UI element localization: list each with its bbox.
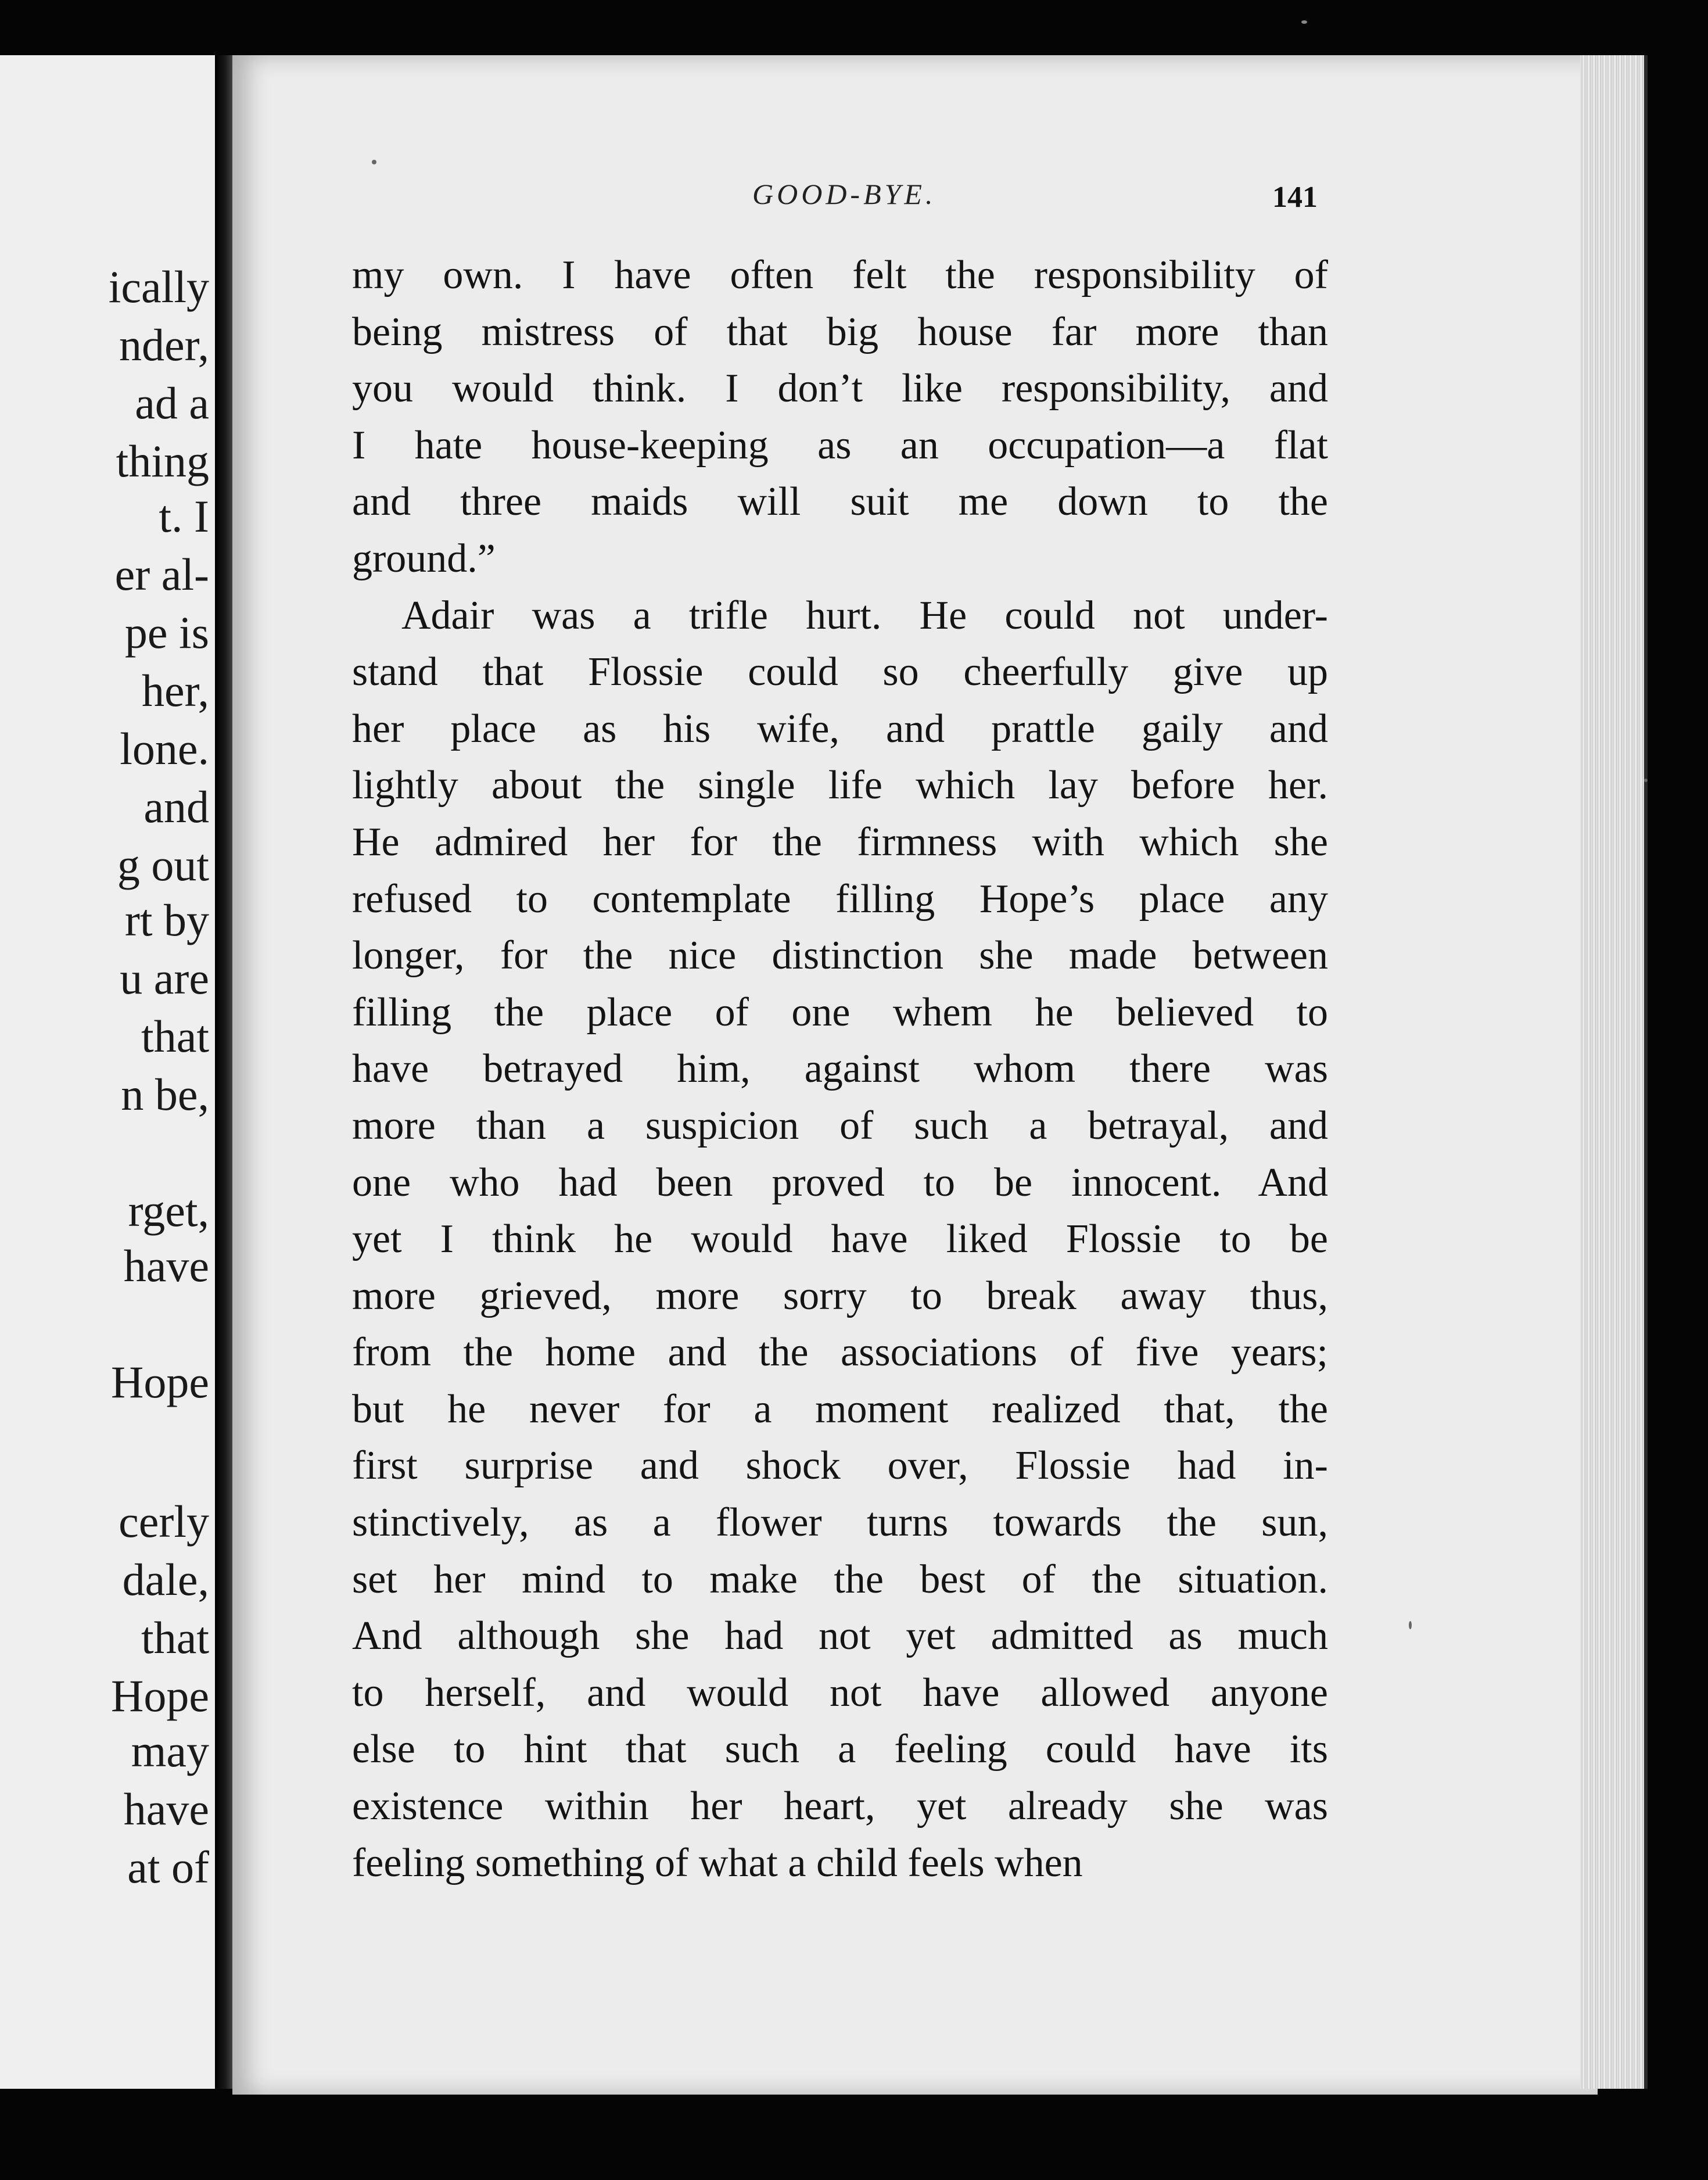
text-line: more than a suspicion of such a betrayal, and <box>352 1103 1328 1148</box>
text-line: set her mind to make the best of the situation. <box>352 1557 1328 1602</box>
text-line: yet I think he would have liked Flossie to be <box>352 1217 1328 1262</box>
left-facing-page <box>0 55 232 2089</box>
text-line: being mistress of that big house far more than <box>352 309 1328 354</box>
running-head: GOOD-BYE. <box>752 178 936 210</box>
dust-speck <box>1409 1621 1412 1629</box>
text-line: from the home and the associations of five years; <box>352 1330 1328 1375</box>
left-page-line: pe is <box>124 607 209 658</box>
left-page-line: have <box>123 1784 209 1834</box>
text-line: lightly about the single life which lay before her. <box>352 763 1328 808</box>
text-line: my own. I have often felt the responsibility of <box>352 253 1328 297</box>
text-line: her place as his wife, and prattle gaily and <box>352 706 1328 751</box>
dust-speck <box>1644 779 1648 782</box>
dust-speck <box>1301 20 1307 24</box>
left-page-line: thing <box>116 436 209 486</box>
dust-speck <box>372 160 376 164</box>
left-page-line: at of <box>127 1842 209 1892</box>
left-page-line: t. I <box>159 491 209 542</box>
text-line: Adair was a trifle hurt. He could not under- <box>401 593 1328 638</box>
left-page-line: that <box>141 1612 209 1663</box>
text-line: you would think. I don’t like responsibility, and <box>352 366 1328 411</box>
left-page-line: nder, <box>119 320 209 370</box>
left-page-line: Hope <box>111 1357 209 1407</box>
text-line: I hate house-keeping as an occupation—a flat <box>352 422 1328 468</box>
text-line: ground.” <box>352 536 496 581</box>
body-text <box>352 247 1328 1891</box>
text-line: to herself, and would not have allowed anyone <box>352 1670 1328 1715</box>
text-line: stand that Flossie could so cheerfully give up <box>352 650 1328 695</box>
text-line: existence within her heart, yet already she was <box>352 1784 1328 1829</box>
text-line: more grieved, more sorry to break away thus, <box>352 1273 1328 1318</box>
left-page-line: Hope <box>111 1670 209 1721</box>
left-page-line: u are <box>120 953 209 1003</box>
left-page-line: rt by <box>124 895 209 945</box>
text-line: feeling something of what a child feels when <box>352 1840 1083 1885</box>
text-line: have betrayed him, against whom there was <box>352 1046 1328 1092</box>
text-line: one who had been proved to be innocent. And <box>352 1160 1328 1205</box>
left-page-line: n be, <box>121 1069 209 1120</box>
text-line: stinctively, as a flower turns towards the sun, <box>352 1500 1328 1546</box>
left-page-line: er al- <box>114 549 209 600</box>
left-page-line: her, <box>142 665 209 716</box>
left-page-line: ically <box>108 261 209 312</box>
left-page-line: may <box>131 1726 209 1776</box>
left-page-line: g out <box>117 840 209 890</box>
left-page-line: lone. <box>120 723 209 774</box>
text-line: He admired her for the firmness with which she <box>352 819 1328 865</box>
book-gutter <box>215 55 232 2089</box>
left-page-line: dale, <box>122 1554 209 1605</box>
left-page-line: and <box>143 781 209 832</box>
left-page-line: that <box>141 1011 209 1062</box>
text-line: and three maids will suit me down to the <box>352 479 1328 525</box>
left-page-line: have <box>123 1240 209 1291</box>
page-edges <box>1580 55 1648 2089</box>
page-number: 141 <box>1272 181 1318 214</box>
text-line: but he never for a moment realized that, the <box>352 1386 1328 1432</box>
left-page-line: rget, <box>128 1185 209 1236</box>
text-line: else to hint that such a feeling could have its <box>352 1727 1328 1772</box>
text-line: filling the place of one whem he believed to <box>352 989 1328 1035</box>
left-page-line: cerly <box>119 1496 209 1547</box>
left-page-line: ad a <box>135 378 209 428</box>
text-line: refused to contemplate filling Hope’s place any <box>352 876 1328 922</box>
text-line: longer, for the nice distinction she made between <box>352 933 1328 978</box>
text-line: first surprise and shock over, Flossie had in- <box>352 1443 1328 1489</box>
text-line: And although she had not yet admitted as much <box>352 1614 1328 1659</box>
